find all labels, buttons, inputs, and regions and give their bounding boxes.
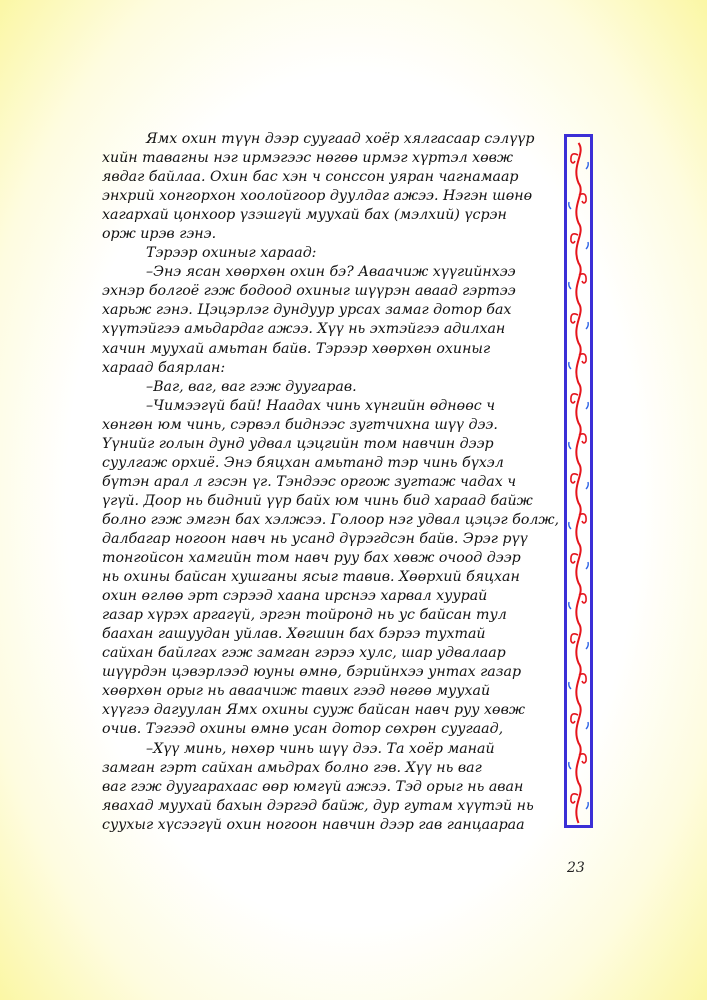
vine-curl bbox=[579, 274, 586, 283]
vine-leaf bbox=[586, 162, 588, 169]
vine-leaf bbox=[569, 762, 571, 769]
vine-curl bbox=[571, 234, 578, 243]
vine-leaf bbox=[586, 642, 588, 649]
vine-curl bbox=[579, 354, 586, 363]
vine-curl bbox=[579, 594, 586, 603]
vine-leaf bbox=[586, 322, 588, 329]
vine-leaf bbox=[569, 602, 571, 609]
vine-curl bbox=[579, 754, 586, 763]
text-line: Тэрээр охиныг хараад: bbox=[146, 245, 317, 262]
vine-curl bbox=[579, 514, 586, 523]
text-line: хагархай цонхоор үзэшгүй муухай бах (мэлхий) үсрэн bbox=[102, 207, 507, 224]
story-text bbox=[102, 130, 560, 835]
text-line: охин өглөө эрт сэрээд хаана ирснээ харвал хуурай bbox=[102, 588, 488, 605]
vine-curl bbox=[579, 194, 586, 203]
text-line: –Хүү минь, нөхөр чинь шүү дээ. Та хоёр манай bbox=[146, 740, 495, 757]
text-line: хачин муухай амьтан байв. Тэрээр хөөрхөн охиныг bbox=[102, 340, 491, 357]
text-line: тонгойсон хамгийн том навч руу бах хөвж очоод дээр bbox=[102, 550, 521, 567]
vine-leaf bbox=[569, 682, 571, 689]
text-line: энхрий хонгорхон хоолойгоор дуулдаг ажээ. Нэгэн шөнө bbox=[102, 188, 533, 205]
text-line: баахан гашуудан уйлав. Хөгшин бах бэрээ тухтай bbox=[102, 626, 486, 643]
vine-curl bbox=[579, 434, 586, 443]
text-line: хөөрхөн орыг нь аваачиж тавих гээд нөгөө муухай bbox=[102, 683, 491, 700]
text-line: орж ирэв гэнэ. bbox=[102, 226, 217, 243]
vine-leaf bbox=[569, 442, 571, 449]
text-line: очив. Тэгээд охины өмнө усан дотор сөхрөн суугаад, bbox=[102, 721, 504, 738]
vine-curl bbox=[571, 714, 578, 723]
vine-curl bbox=[571, 634, 578, 643]
ornamental-border bbox=[564, 134, 593, 828]
vine-leaf bbox=[586, 482, 588, 489]
vine-curl bbox=[571, 554, 578, 563]
vine-ornament-icon bbox=[567, 137, 590, 825]
text-line: харьж гэнэ. Цэцэрлэг дундуур урсах замаг дотор бах bbox=[102, 302, 512, 319]
text-line: хөнгөн юм чинь, сэрвэл биднээс зугтчихна шүү дээ. bbox=[102, 416, 498, 433]
text-line: –Энэ ясан хөөрхөн охин бэ? Аваачиж хүүгийнхээ bbox=[146, 264, 516, 281]
text-line: –Чимээгүй бай! Наадах чинь хүнгийн өднөөс ч bbox=[146, 397, 496, 414]
vine-leaf bbox=[586, 242, 588, 249]
text-line: нь охины байсан хушганы ясыг тавив. Хөөрхий бяцхан bbox=[102, 569, 520, 586]
text-line: далбагар ногоон навч нь усанд дүрэгдсэн байв. Эрэг рүү bbox=[102, 530, 528, 547]
text-line: эхнэр болгоё гэж бодоод охиныг шүүрэн аваад гэртээ bbox=[102, 283, 516, 300]
text-line: бүтэн арал л гэсэн үг. Тэндээс оргож зугтаж чадах ч bbox=[102, 473, 517, 490]
text-line: болно гэж эмгэн бах хэлжээ. Голоор нэг удвал цэцэг болж, bbox=[102, 511, 560, 528]
page-number: 23 bbox=[567, 860, 585, 876]
vine-stem bbox=[576, 143, 580, 823]
vine-curl bbox=[571, 394, 578, 403]
text-line: явдаг байлаа. Охин бас хэн ч сонссон уяран чагнамаар bbox=[102, 169, 519, 186]
text-line: газар хүрэх аргагүй, эргэн тойронд нь ус байсан тул bbox=[102, 607, 507, 624]
text-line: ваг гэж дуугарахаас өөр юмгүй ажээ. Тэд орыг нь аван bbox=[102, 778, 524, 795]
text-line: Үүнийг голын дунд удвал цэцгийн том навчин дээр bbox=[102, 435, 494, 452]
text-line: хүүтэйгээ амьдардаг ажээ. Хүү нь эхтэйгээ адилхан bbox=[102, 321, 506, 338]
vine-curl bbox=[571, 794, 578, 803]
vine-leaf bbox=[569, 522, 571, 529]
text-line: суулгаж орхиё. Энэ бяцхан амьтанд тэр чинь бүхэл bbox=[102, 454, 504, 471]
text-line: хийн тавагны нэг ирмэгээс нөгөө ирмэг хүртэл хөвж bbox=[102, 150, 514, 167]
vine-leaf bbox=[569, 362, 571, 369]
vine-leaf bbox=[586, 802, 588, 809]
vine-curl bbox=[571, 154, 578, 163]
text-line: үгүй. Доор нь бидний үүр байх юм чинь бид хараад байж bbox=[102, 492, 533, 509]
vine-curl bbox=[571, 314, 578, 323]
text-line: хүүгээ дагуулан Ямх охины сууж байсан навч руу хөвж bbox=[102, 702, 525, 719]
vine-curl bbox=[579, 674, 586, 683]
text-line: сайхан байлгах гэж замган гэрээ хулс, шар удвалаар bbox=[102, 645, 506, 662]
vine-leaf bbox=[586, 402, 588, 409]
vine-leaf bbox=[569, 282, 571, 289]
vine-leaf bbox=[569, 202, 571, 209]
text-line: –Ваг, ваг, ваг гэж дуугарав. bbox=[146, 378, 357, 395]
text-line: шүүрдэн цэвэрлээд юуны өмнө, бэрийнхээ унтах газар bbox=[102, 664, 522, 681]
text-line: замган гэрт сайхан амьдрах болно гэв. Хүү нь ваг bbox=[102, 759, 482, 776]
vine-leaf bbox=[586, 722, 588, 729]
text-line: суухыг хүсээгүй охин ногоон навчин дээр гав ганцаараа bbox=[102, 816, 525, 833]
text-line: хараад баярлан: bbox=[102, 359, 226, 376]
text-line: Ямх охин түүн дээр суугаад хоёр хялгасаар сэлүүр bbox=[146, 131, 535, 147]
vine-leaf bbox=[586, 562, 588, 569]
text-line: явахад муухай бахын дэргэд байж, дур гутам хүүтэй нь bbox=[102, 797, 534, 814]
vine-curl bbox=[571, 474, 578, 483]
